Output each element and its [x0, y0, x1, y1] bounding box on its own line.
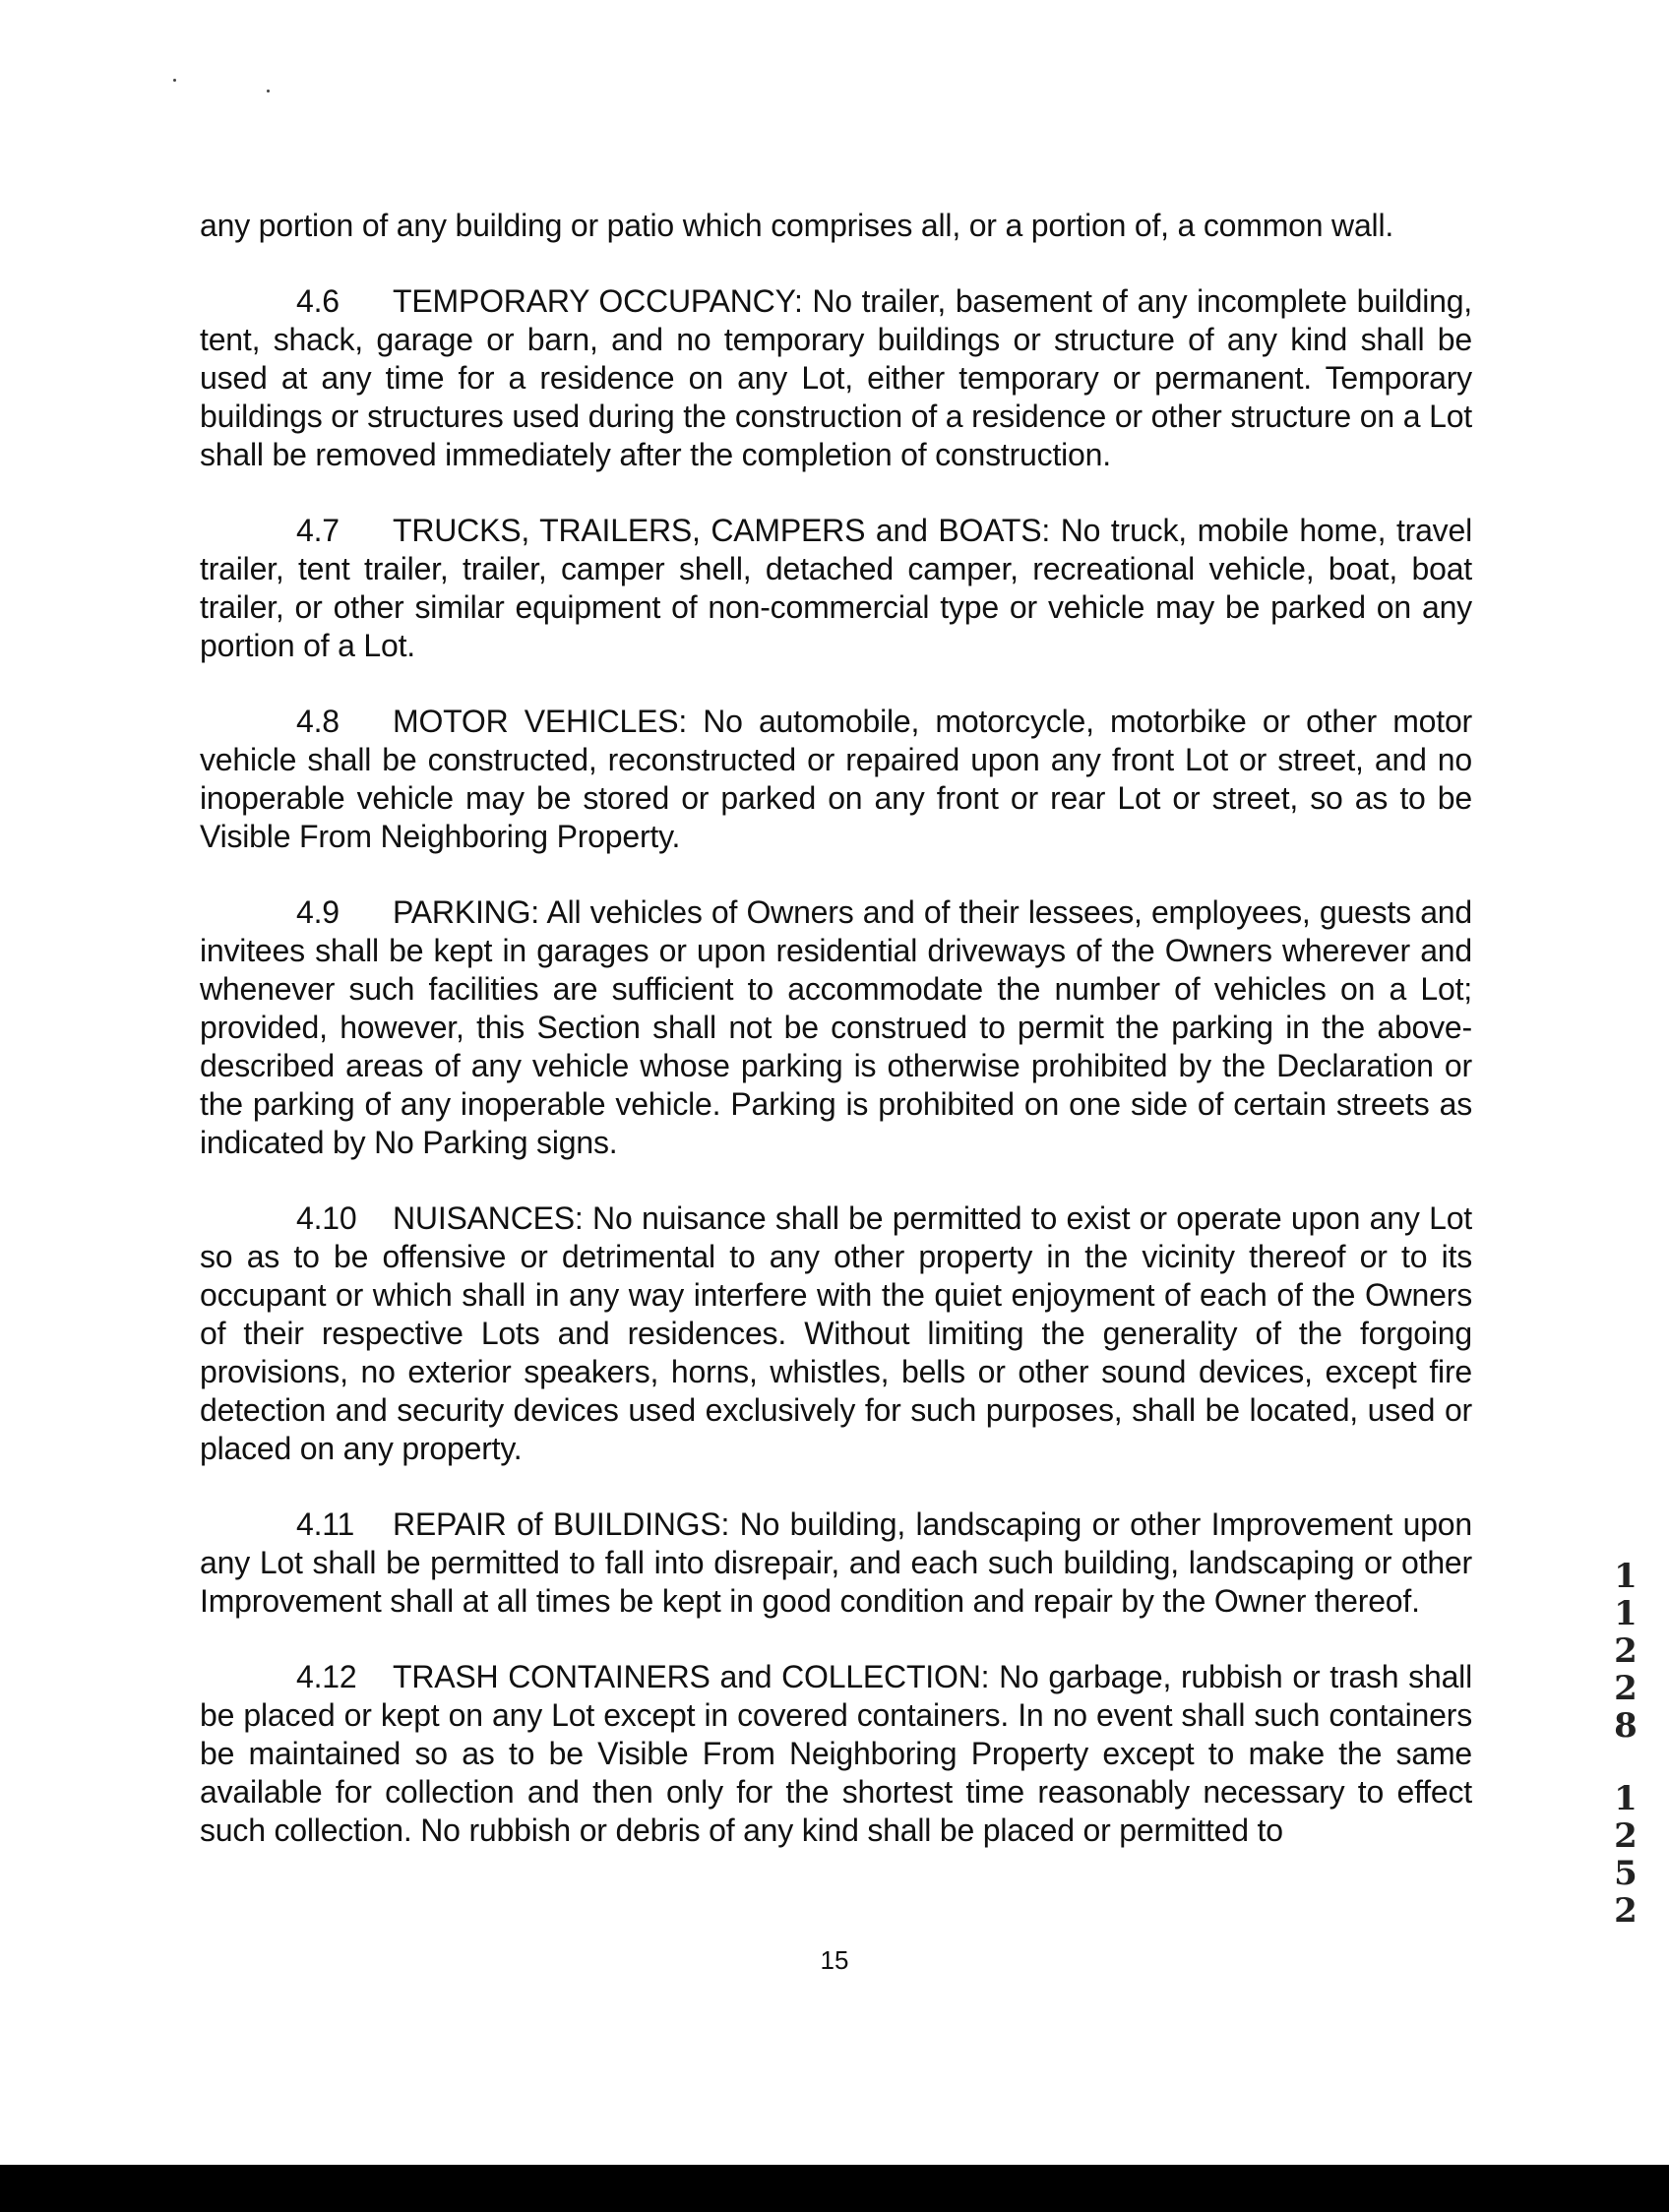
- stamp-digit: 8: [1614, 1706, 1638, 1746]
- section-number: 4.7: [296, 513, 340, 548]
- section-text: PARKING: All vehicles of Owners and of their lessees, employees, guests and invitees shall be kept in garages or upon residential driveways of the Owners wherever and whenever such facilities are sufficient to accommodate the number of vehicles on a Lot; provided, however, this Section shall not be construed to permit the parking in the above-described areas of any vehicle whose parking is otherwise prohibited by the Declaration or the parking of any inoperable vehicle. Parking is prohibited on one side of certain streets as indicated by No Parking signs.: [200, 894, 1472, 1160]
- section-4-10: [200, 1199, 1472, 1468]
- section-text: NUISANCES: No nuisance shall be permitted to exist or operate upon any Lot so as to be offensive or detrimental to any other property in the vicinity thereof or to its occupant or which shall in any way interfere with the quiet enjoyment of each of the Owners of their respective Lots and residences. Without limiting the generality of the forgoing provisions, no exterior speakers, horns, whistles, bells or other sound devices, except fire detection and security devices used exclusively for such purposes, shall be located, used or placed on any property.: [200, 1200, 1472, 1466]
- section-text: TRASH CONTAINERS and COLLECTION: No garbage, rubbish or trash shall be placed or kept on any Lot except in covered containers. In no event shall such containers be maintained so as to be Visible From Neighboring Property except to make the same available for collection and then only for the shortest time reasonably necessary to effect such collection. No rubbish or debris of any kind shall be placed or permitted to: [200, 1659, 1472, 1848]
- scan-border-bottom: [0, 2165, 1669, 2212]
- stamp-digit: 1: [1614, 1557, 1638, 1596]
- document-body: [200, 207, 1472, 1887]
- section-4-6: [200, 282, 1472, 474]
- scan-artifact: [173, 79, 176, 82]
- recording-stamp: [1604, 1558, 1647, 1930]
- section-text: MOTOR VEHICLES: No automobile, motorcycle, motorbike or other motor vehicle shall be constructed, reconstructed or repaired upon any front Lot or street, and no inoperable vehicle may be stored or parked on any front or rear Lot or street, so as to be Visible From Neighboring Property.: [200, 704, 1472, 854]
- stamp-digit: 2: [1614, 1669, 1638, 1708]
- section-number: 4.12: [296, 1659, 357, 1694]
- scan-artifact: [267, 90, 270, 92]
- section-number: 4.8: [296, 704, 340, 739]
- page-number: 15: [820, 1945, 849, 1975]
- section-number: 4.6: [296, 283, 340, 319]
- section-4-12: [200, 1658, 1472, 1850]
- stamp-digit: 5: [1614, 1854, 1638, 1893]
- stamp-gap: [1604, 1745, 1647, 1780]
- section-number: 4.10: [296, 1200, 357, 1236]
- section-number: 4.11: [296, 1506, 355, 1542]
- intro-paragraph: any portion of any building or patio which comprises all, or a portion of, a common wall.: [200, 208, 1394, 243]
- stamp-digit: 1: [1614, 1594, 1638, 1633]
- stamp-digit: 1: [1614, 1779, 1638, 1818]
- section-4-7: [200, 512, 1472, 665]
- section-text: TEMPORARY OCCUPANCY: No trailer, basement of any incomplete building, tent, shack, garage or barn, and no temporary buildings or structure of any kind shall be used at any time for a residence on any Lot, either temporary or permanent. Temporary buildings or structures used during the construction of a residence or other structure on a Lot shall be removed immediately after the completion of construction.: [200, 283, 1472, 472]
- stamp-digit: 2: [1614, 1891, 1638, 1931]
- section-4-11: [200, 1505, 1472, 1621]
- section-number: 4.9: [296, 894, 340, 930]
- stamp-digit: 2: [1614, 1816, 1638, 1856]
- section-4-8: [200, 703, 1472, 856]
- section-text: REPAIR of BUILDINGS: No building, landscaping or other Improvement upon any Lot shall be permitted to fall into disrepair, and each such building, landscaping or other Improvement shall at all times be kept in good condition and repair by the Owner thereof.: [200, 1506, 1472, 1619]
- stamp-digit: 2: [1614, 1631, 1638, 1671]
- section-4-9: [200, 893, 1472, 1162]
- section-text: TRUCKS, TRAILERS, CAMPERS and BOATS: No truck, mobile home, travel trailer, tent trailer, trailer, camper shell, detached camper, recreational vehicle, boat, boat trailer, or other similar equipment of non-commercial type or vehicle may be parked on any portion of a Lot.: [200, 513, 1472, 663]
